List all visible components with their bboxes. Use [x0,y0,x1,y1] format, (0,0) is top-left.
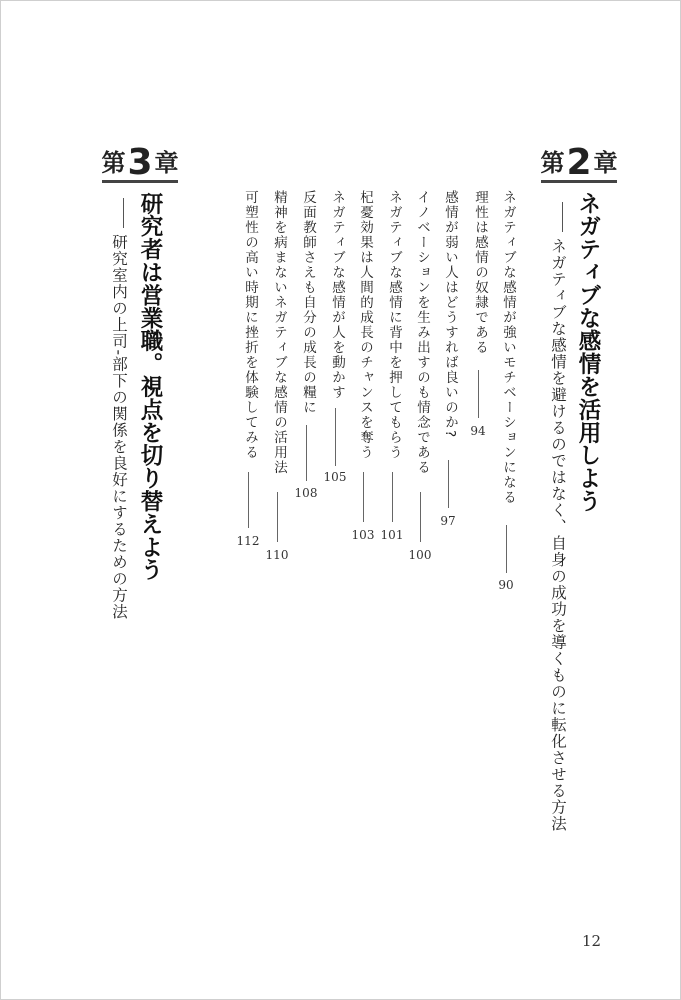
toc-entry-page: 97 [440,514,456,528]
toc-entry-leader [478,370,479,418]
toc-entry-leader [392,472,393,522]
chapter-2-subtitle-block [547,200,569,832]
toc-entry-leader [248,472,249,528]
toc-entry-title: 可塑性の高い時期に挫折を体験してみる [242,190,258,460]
toc-entry-leader [363,472,364,522]
toc-entry-leader [277,492,278,542]
chapter-3-subtitle-block [108,196,130,620]
toc-entry-page: 112 [236,534,260,548]
toc-entry-title: 反面教師さえも自分の成長の糧に [300,190,316,415]
chapter-3-number: 3 [127,142,153,183]
toc-entry-page: 94 [470,424,486,438]
chapter-3-title: 研究者は営業職。視点を切り替えよう [137,192,163,582]
toc-entry-leader [448,460,449,508]
chapter-2-prefix: 第 [540,149,565,177]
toc-entry-title: イノベーションを生み出すのも情念である [414,190,430,475]
chapter-3-suffix: 章 [154,149,179,177]
chapter-2-title: ネガティブな感情を活用しよう [575,192,601,513]
toc-entry-page: 103 [351,528,375,542]
toc-entry-leader [506,525,507,573]
toc-entry-leader [306,425,307,481]
toc-entry-title: ネガティブな感情が強いモチベーションになる [500,190,516,505]
toc-entry-title: 精神を病まないネガティブな感情の活用法 [271,190,287,475]
chapter-3-subtitle: 研究室内の上司-部下の関係を良好にするための方法 [110,234,128,621]
chapter-2-suffix: 章 [593,149,618,177]
toc-entry-title: 理性は感情の奴隷である [472,190,488,355]
toc-entry-leader [335,408,336,466]
chapter-2-subtitle: ネガティブな感情を避けるのではなく、自身の成功を導くものに転化させる方法 [549,238,567,832]
chapter-3-heading [101,142,179,183]
chapter-2-number: 2 [566,142,592,183]
toc-entry-page: 90 [498,578,514,592]
chapter-3-prefix: 第 [101,149,126,177]
page-number: 12 [582,932,602,950]
toc-entry-page: 101 [380,528,404,542]
toc-entry-title: ネガティブな感情に背中を押してもらう [386,190,402,460]
subtitle-dash [123,198,124,228]
toc-entry-title: 感情が弱い人はどうすれば良いのか? [442,190,458,439]
toc-entry-page: 105 [323,470,347,484]
toc-entry-page: 100 [408,548,432,562]
toc-entry-title: ネガティブな感情が人を動かす [329,190,345,400]
toc-entry-page: 108 [294,486,318,500]
toc-entry-page: 110 [265,548,289,562]
chapter-2-heading [540,142,618,183]
toc-entry-title: 杞憂効果は人間的成長のチャンスを奪う [357,190,373,460]
subtitle-dash [562,202,563,232]
toc-entry-leader [420,492,421,542]
